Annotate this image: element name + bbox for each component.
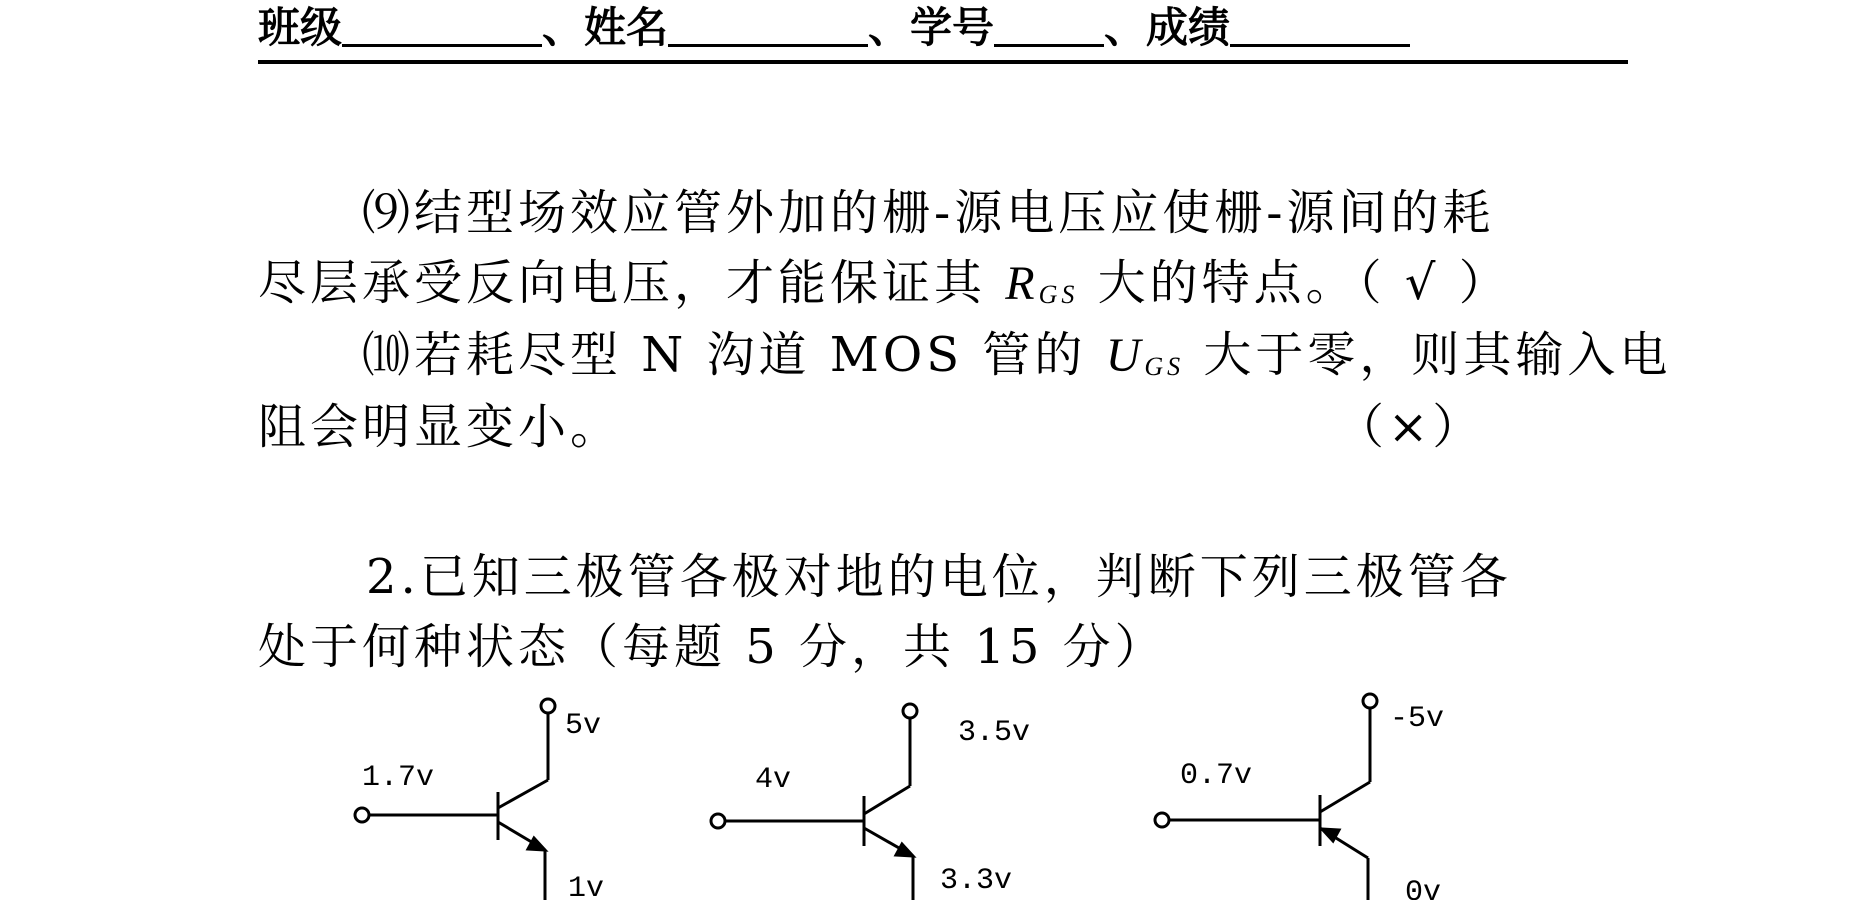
circuit-1-collector-label: 5v (565, 709, 602, 743)
ugs-symbol: $U_{GS}$ (1105, 329, 1185, 382)
section-2-line-1: 2.已知三极管各极对地的电位，判断下列三极管各 (366, 549, 1512, 605)
base-terminal (355, 808, 369, 822)
circuit-1-base-label: 1.7v (362, 761, 435, 795)
collector-lead (1320, 782, 1370, 812)
section-2-line-2: 处于何种状态（每题 5 分，共 15 分） (258, 619, 1167, 675)
transistor-circuit-3 (1155, 694, 1377, 900)
question-9-line-2: 尽层承受反向电压，才能保证其 $R_{GS}$ 大的特点。（ √ ） (258, 255, 1511, 311)
circuit-2-collector-label: 3.5v (958, 716, 1031, 750)
base-terminal (711, 814, 725, 828)
id-label: 、学号 (868, 3, 995, 52)
name-label: 、姓名 (542, 3, 669, 52)
circuit-3-collector-label: -5v (1390, 702, 1445, 736)
question-10-line-2: 阻会明显变小。 （×） (258, 392, 1628, 462)
circuit-3-emitter-label: 0v (1405, 876, 1442, 900)
collector-terminal (1363, 694, 1377, 708)
collector-lead (498, 780, 548, 808)
transistor-circuit-2 (711, 704, 917, 900)
circuit-1-emitter-label: 1v (568, 872, 605, 900)
collector-terminal (541, 699, 555, 713)
score-label: 、成绩 (1104, 3, 1231, 52)
rgs-symbol: $R_{GS}$ (1005, 257, 1079, 310)
circuit-3-base-label: 0.7v (1180, 759, 1253, 793)
class-label: 班级 (258, 3, 343, 52)
circuit-2-base-label: 4v (755, 763, 792, 797)
question-10-answer: （×） (1336, 399, 1485, 455)
collector-terminal (903, 704, 917, 718)
question-9-line-1: ⑼结型场效应管外加的栅-源电压应使栅-源间的耗 (362, 185, 1495, 241)
emitter-arrow (896, 844, 913, 856)
base-terminal (1155, 813, 1169, 827)
collector-lead (864, 786, 910, 814)
transistor-circuit-1 (355, 699, 555, 900)
circuit-2-emitter-label: 3.3v (940, 864, 1013, 898)
question-10-line-1: ⑽若耗尽型 N 沟道 MOS 管的 $U_{GS}$ 大于零，则其输入电 (362, 327, 1672, 383)
